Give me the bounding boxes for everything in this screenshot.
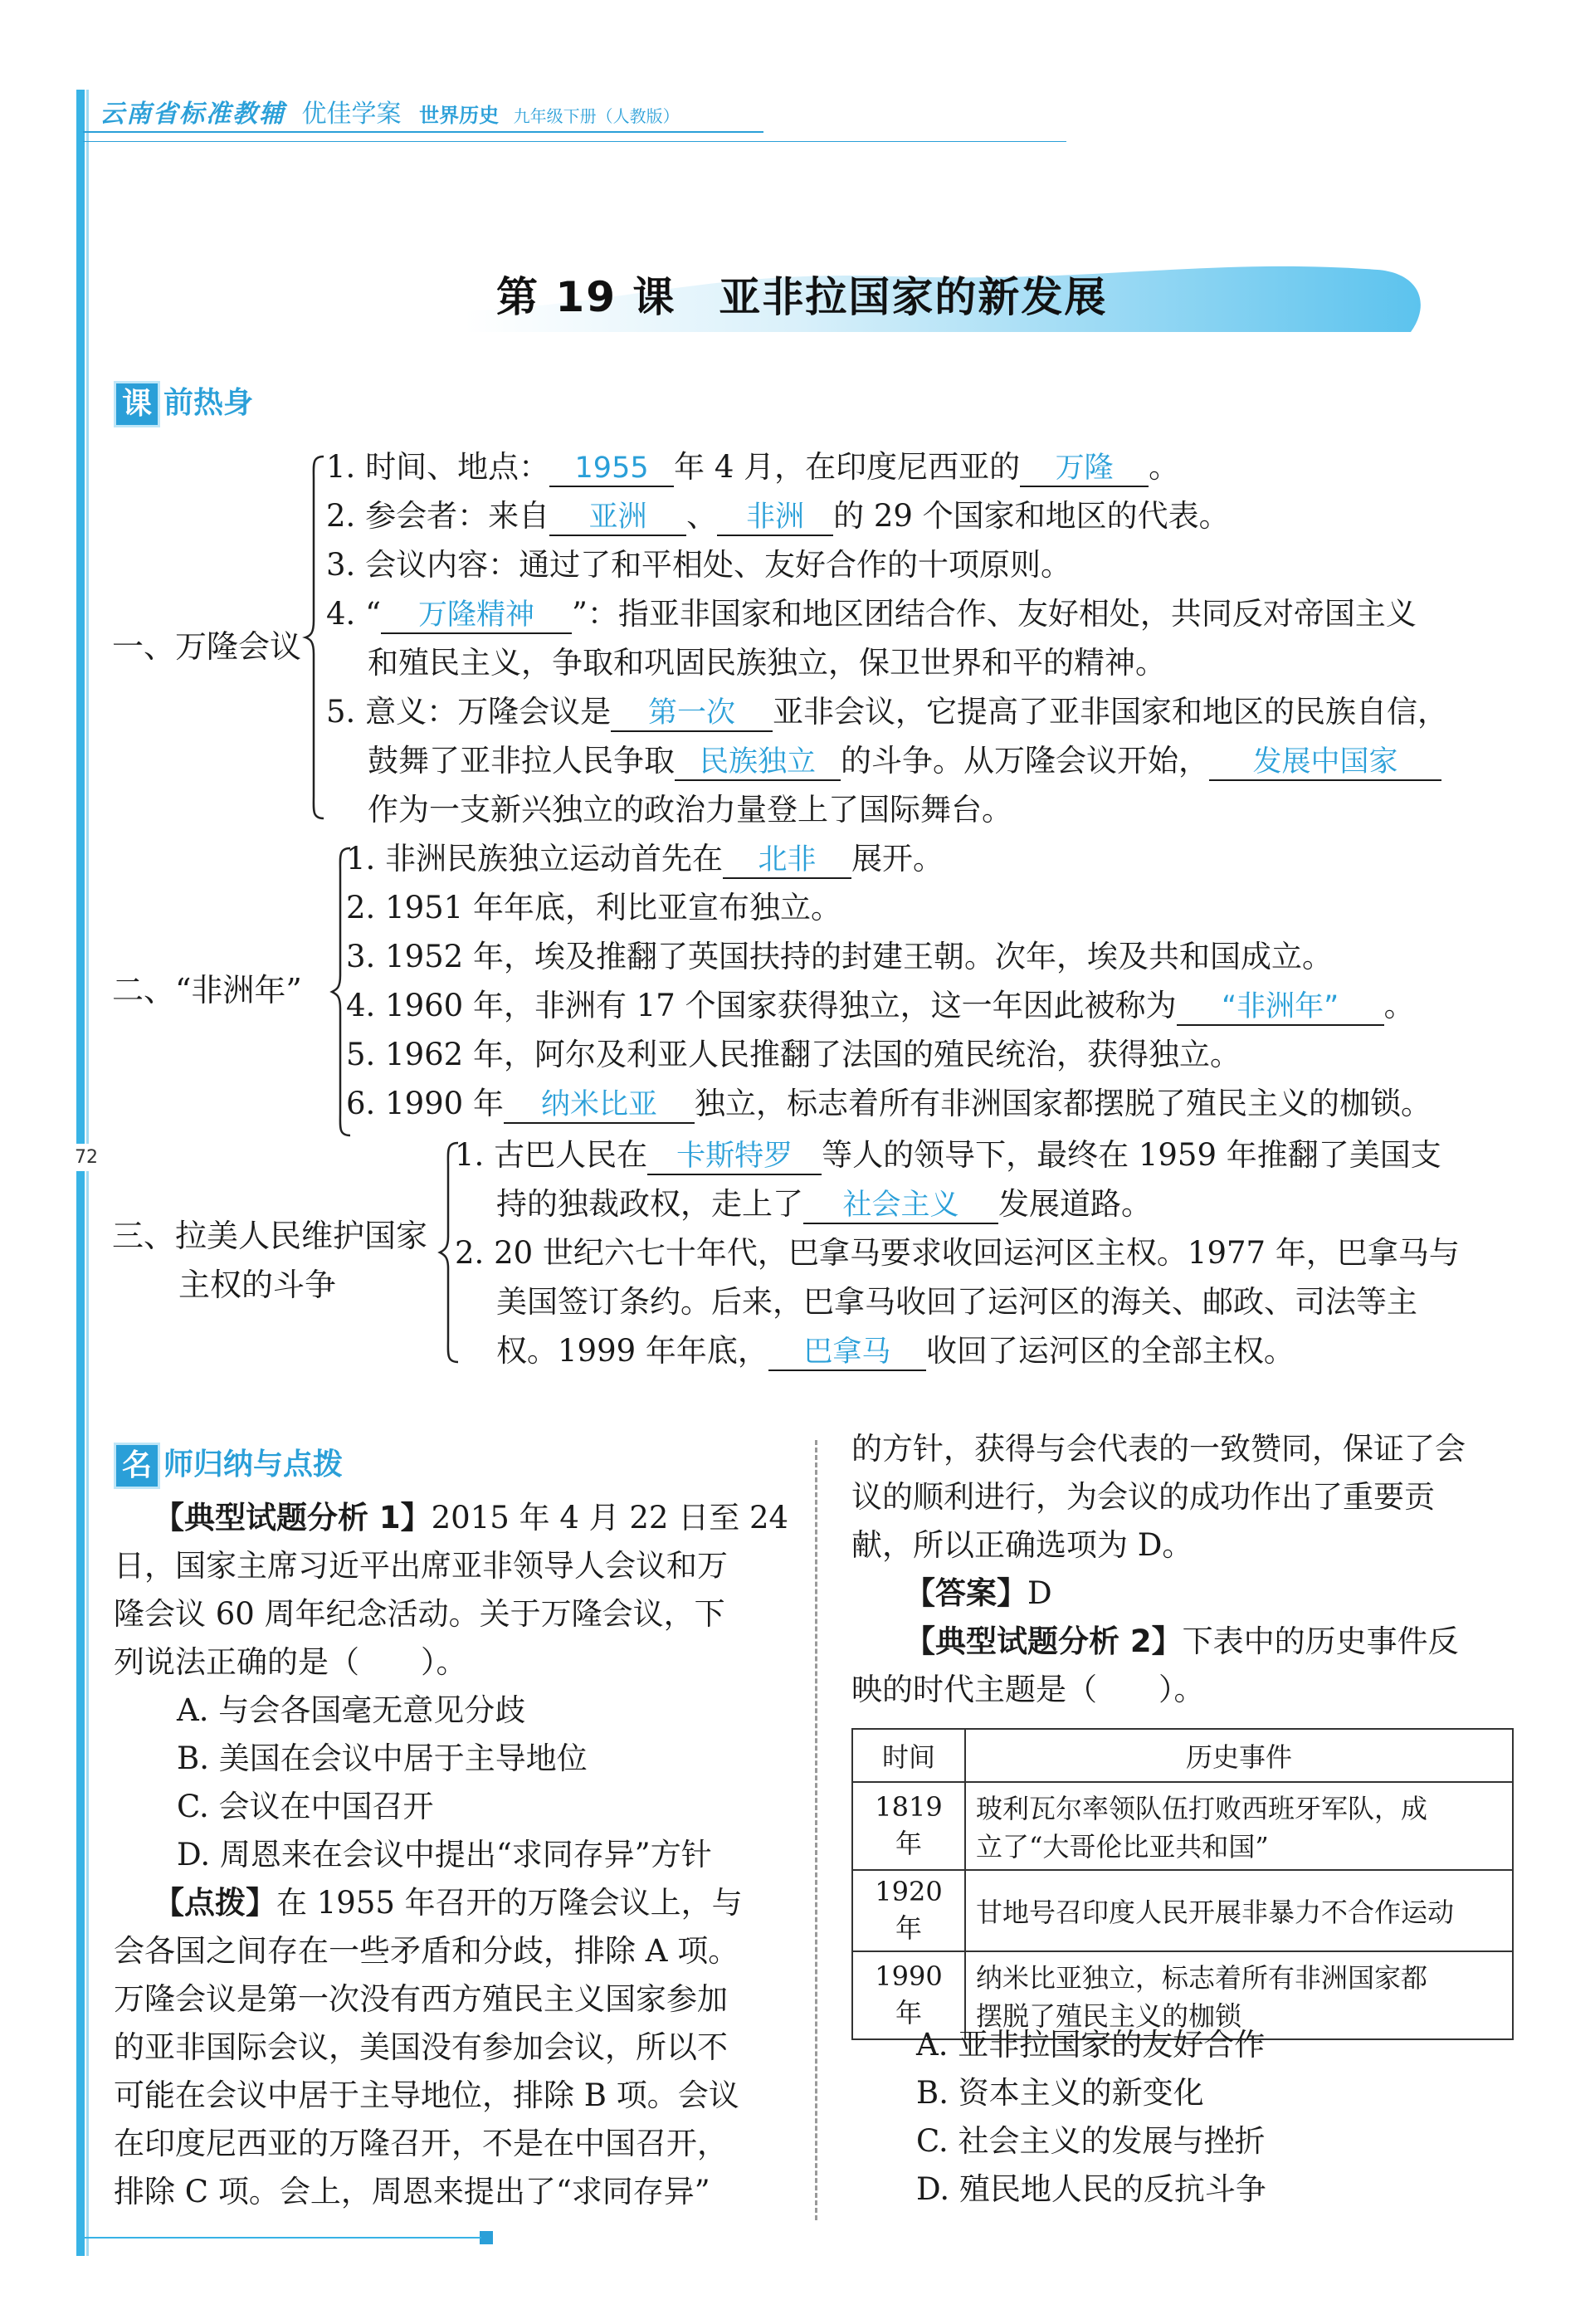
q1-hint-line1 [154, 1885, 743, 1921]
q1-option-b: B. 美国在会议中居于主导地位 [177, 1741, 588, 1776]
q1-line1 [154, 1500, 788, 1536]
section-teacher-box: 名 [114, 1443, 160, 1489]
g1-item5 [326, 694, 1448, 732]
g3-item2-cont2 [496, 1333, 1295, 1371]
g1-item1-text-a: 1. 时间、地点： [326, 449, 550, 485]
bottom-rule [83, 2237, 481, 2239]
g2-item2: 2. 1951 年年底，利比亚宣布独立。 [346, 890, 841, 925]
blank-castro: 卡斯特罗 [647, 1139, 822, 1175]
g2-item1-text-a: 1. 非洲民族独立运动首先在 [346, 841, 724, 876]
g2-item6-text-c: 独立，标志着所有非洲国家都摆脱了殖民主义的枷锁。 [695, 1086, 1432, 1121]
blank-namibia: 纳米比亚 [504, 1087, 695, 1124]
event-line: 摆脱了殖民主义的枷锁 [976, 2000, 1242, 2032]
blank-asia: 亚洲 [549, 500, 686, 536]
g1-item5-text-d: 鼓舞了亚非拉人民争取 [368, 743, 675, 779]
blank-africa: 非洲 [717, 500, 833, 536]
q1-option-c: C. 会议在中国召开 [177, 1789, 434, 1824]
header-rule [83, 131, 763, 133]
group3-label-line2: 主权的斗争 [178, 1267, 337, 1303]
g1-item5-text-c: 亚非会议，它提高了亚非国家和地区的民族自信， [773, 694, 1449, 730]
table-header-event: 历史事件 [965, 1729, 1513, 1782]
group2-label: 二、“非洲年” [112, 972, 302, 1008]
blank-1955: 1955 [549, 451, 674, 487]
g3-item1-text-a: 1. 古巴人民在 [455, 1137, 648, 1173]
g2-item3: 3. 1952 年，埃及推翻了英国扶持的封建王朝。次年，埃及共和国成立。 [346, 939, 1333, 974]
g1-item4-cont: 和殖民主义，争取和巩固民族独立，保卫世界和平的精神。 [368, 645, 1166, 681]
g2-item1 [346, 841, 944, 879]
section-warmup-box: 课 [114, 381, 160, 427]
g1-item2-text-c: 、 [686, 498, 718, 534]
table-cell-year: 1990 年 [852, 1951, 965, 2039]
q2-line1 [905, 1623, 1459, 1660]
page-title: 第 19 课 亚非拉国家的新发展 [496, 273, 1108, 321]
blank-wanlong-spirit: 万隆精神 [381, 598, 572, 634]
table-row [852, 1870, 1513, 1951]
section-teacher-heading [114, 1441, 343, 1489]
table-header-time: 时间 [852, 1729, 965, 1782]
table-header-row [852, 1729, 1513, 1782]
q1-hint-line3: 万隆会议是第一次没有西方殖民主义国家参加 [114, 1981, 728, 2017]
q1-answer-value: D [1027, 1575, 1052, 1611]
q1-line3: 隆会议 60 周年纪念活动。关于万隆会议，下 [114, 1596, 725, 1632]
blank-socialism: 社会主义 [803, 1188, 998, 1224]
q1-hint-line2: 会各国之间存在一些矛盾和分歧，排除 A 项。 [114, 1933, 739, 1969]
g3-item2: 2. 20 世纪六七十年代，巴拿马要求收回运河区主权。1977 年，巴拿马与 [455, 1235, 1460, 1271]
g2-item1-text-c: 展开。 [851, 841, 944, 876]
g1-item4-text-c: ”：指亚非国家和地区团结合作、友好相处，共同反对帝国主义 [571, 596, 1417, 632]
q2-line2: 映的时代主题是（ ）。 [851, 1672, 1205, 1707]
header-subject: 世界历史 [419, 104, 500, 127]
g1-item2 [326, 498, 1230, 536]
q1-hint-tag: 【点拨】 [154, 1885, 276, 1921]
section-teacher-label: 师归纳与点拨 [163, 1448, 344, 1482]
q2-option-c: C. 社会主义的发展与挫折 [916, 2123, 1266, 2159]
g3-item1-text-e: 发展道路。 [998, 1186, 1152, 1222]
g2-item5: 5. 1962 年，阿尔及利亚人民推翻了法国的殖民统治，获得独立。 [346, 1037, 1241, 1072]
table-cell-year: 1819 年 [852, 1782, 965, 1870]
g1-item4-text-a: 4. “ [326, 596, 381, 632]
group3-label-line1: 三、拉美人民维护国家 [112, 1218, 428, 1254]
q1-hint-line7: 排除 C 项。会上，周恩来提出了“求同存异” [114, 2174, 710, 2209]
blank-national-independence: 民族独立 [675, 745, 841, 781]
q2-option-b: B. 资本主义的新变化 [916, 2075, 1204, 2111]
event-line: 玻利瓦尔率领队伍打败西班牙军队，成 [976, 1793, 1428, 1824]
header-grade: 九年级下册（人教版） [513, 106, 680, 126]
section-warmup-label: 前热身 [163, 386, 254, 420]
blank-north-africa: 北非 [723, 842, 851, 879]
g1-item5-text-a: 5. 意义：万隆会议是 [326, 694, 612, 730]
bottom-marker [480, 2231, 493, 2244]
page-number: 72 [73, 1144, 100, 1171]
g3-item1-cont [496, 1186, 1152, 1224]
header-rule-2 [83, 141, 1066, 142]
table-cell-year: 1920 年 [852, 1870, 965, 1951]
q1-line2: 日，国家主席习近平出席亚非领导人会议和万 [114, 1548, 728, 1584]
left-margin-bar-thin [86, 90, 89, 2256]
q2-tag: 【典型试题分析 2】 [905, 1623, 1183, 1659]
q1-hint-line8: 的方针，获得与会代表的一致赞同，保证了会 [851, 1431, 1466, 1467]
g3-item2-text-c: 权。1999 年年底， [496, 1333, 768, 1369]
q1-text-1: 2015 年 4 月 22 日至 24 [431, 1500, 789, 1536]
blank-developing-countries: 发展中国家 [1209, 745, 1441, 781]
q2-text-1: 下表中的历史事件反 [1182, 1623, 1459, 1659]
q2-option-a: A. 亚非拉国家的友好合作 [916, 2027, 1266, 2063]
blank-africa-year: “非洲年” [1177, 989, 1384, 1026]
blank-wanlong: 万隆 [1020, 451, 1149, 487]
g1-item1-text-d: 。 [1149, 449, 1180, 485]
q1-hint-line4: 的亚非国际会议，美国没有参加会议，所以不 [114, 2029, 728, 2065]
g1-item2-text-a: 2. 参会者：来自 [326, 498, 550, 534]
q1-hint-line5: 可能在会议中居于主导地位，排除 B 项。会议 [114, 2077, 739, 2113]
g2-item6 [346, 1086, 1432, 1124]
g1-item5-cont [368, 743, 1441, 781]
page-header [100, 93, 680, 129]
q1-hint-text-1: 在 1955 年召开的万隆会议上，与 [276, 1885, 743, 1921]
q1-tag: 【典型试题分析 1】 [154, 1500, 432, 1536]
q1-answer-tag: 【答案】 [905, 1575, 1027, 1611]
q1-hint-line9: 议的顺利进行，为会议的成功作出了重要贡 [851, 1479, 1435, 1515]
g2-item6-text-a: 6. 1990 年 [346, 1086, 504, 1121]
left-margin-bar [76, 90, 85, 2256]
g1-item5-text-e: 的斗争。从万隆会议开始， [841, 743, 1209, 779]
g1-item3: 3. 会议内容：通过了和平相处、友好合作的十项原则。 [326, 547, 1072, 583]
header-brand: 云南省标准教辅 [100, 100, 285, 129]
table-row [852, 1782, 1513, 1870]
g2-item4 [346, 988, 1415, 1026]
g1-item4 [326, 596, 1417, 634]
event-line: 纳米比亚独立，标志着所有非洲国家都 [976, 1962, 1428, 1994]
q1-option-a: A. 与会各国毫无意见分歧 [177, 1692, 526, 1728]
q1-hint-line10: 献，所以正确选项为 D。 [851, 1527, 1193, 1563]
blank-first: 第一次 [611, 696, 773, 732]
group1-label: 一、万隆会议 [112, 628, 302, 665]
g3-item1 [455, 1137, 1441, 1175]
table-cell-event [965, 1782, 1513, 1870]
g1-item2-text-d: 的 29 个国家和地区的代表。 [833, 498, 1230, 534]
g1-item1 [326, 449, 1179, 487]
q2-option-d: D. 殖民地人民的反抗斗争 [916, 2171, 1266, 2207]
g2-item4-text-a: 4. 1960 年，非洲有 17 个国家获得独立，这一年因此被称为 [346, 988, 1177, 1023]
header-series: 优佳学案 [301, 100, 402, 129]
g3-item1-text-c: 等人的领导下，最终在 1959 年推翻了美国支 [822, 1137, 1441, 1173]
column-divider [815, 1440, 817, 2220]
event-line: 立了“大哥伦比亚共和国” [976, 1831, 1269, 1863]
table-cell-event: 甘地号召印度人民开展非暴力不合作运动 [965, 1870, 1513, 1951]
blank-panama: 巴拿马 [768, 1335, 926, 1371]
g3-item2-text-e: 收回了运河区的全部主权。 [925, 1333, 1295, 1369]
history-events-table [851, 1728, 1514, 2040]
g2-item4-text-c: 。 [1383, 988, 1415, 1023]
q1-option-d: D. 周恩来在会议中提出“求同存异”方针 [177, 1837, 712, 1872]
g1-item5-cont2: 作为一支新兴独立的政治力量登上了国际舞台。 [368, 792, 1012, 828]
q1-hint-line6: 在印度尼西亚的万隆召开，不是在中国召开， [114, 2126, 728, 2161]
group1-brace [305, 455, 325, 820]
section-warmup-heading [114, 379, 253, 427]
g3-item2-cont: 美国签订条约。后来，巴拿马收回了运河区的海关、邮政、司法等主 [496, 1284, 1417, 1320]
g1-item1-text-c: 年 4 月，在印度尼西亚的 [674, 449, 1021, 485]
g3-item1-text-d: 持的独裁政权，走上了 [496, 1186, 803, 1222]
q1-answer [905, 1575, 1052, 1612]
q1-line4: 列说法正确的是（ ）。 [114, 1644, 467, 1680]
